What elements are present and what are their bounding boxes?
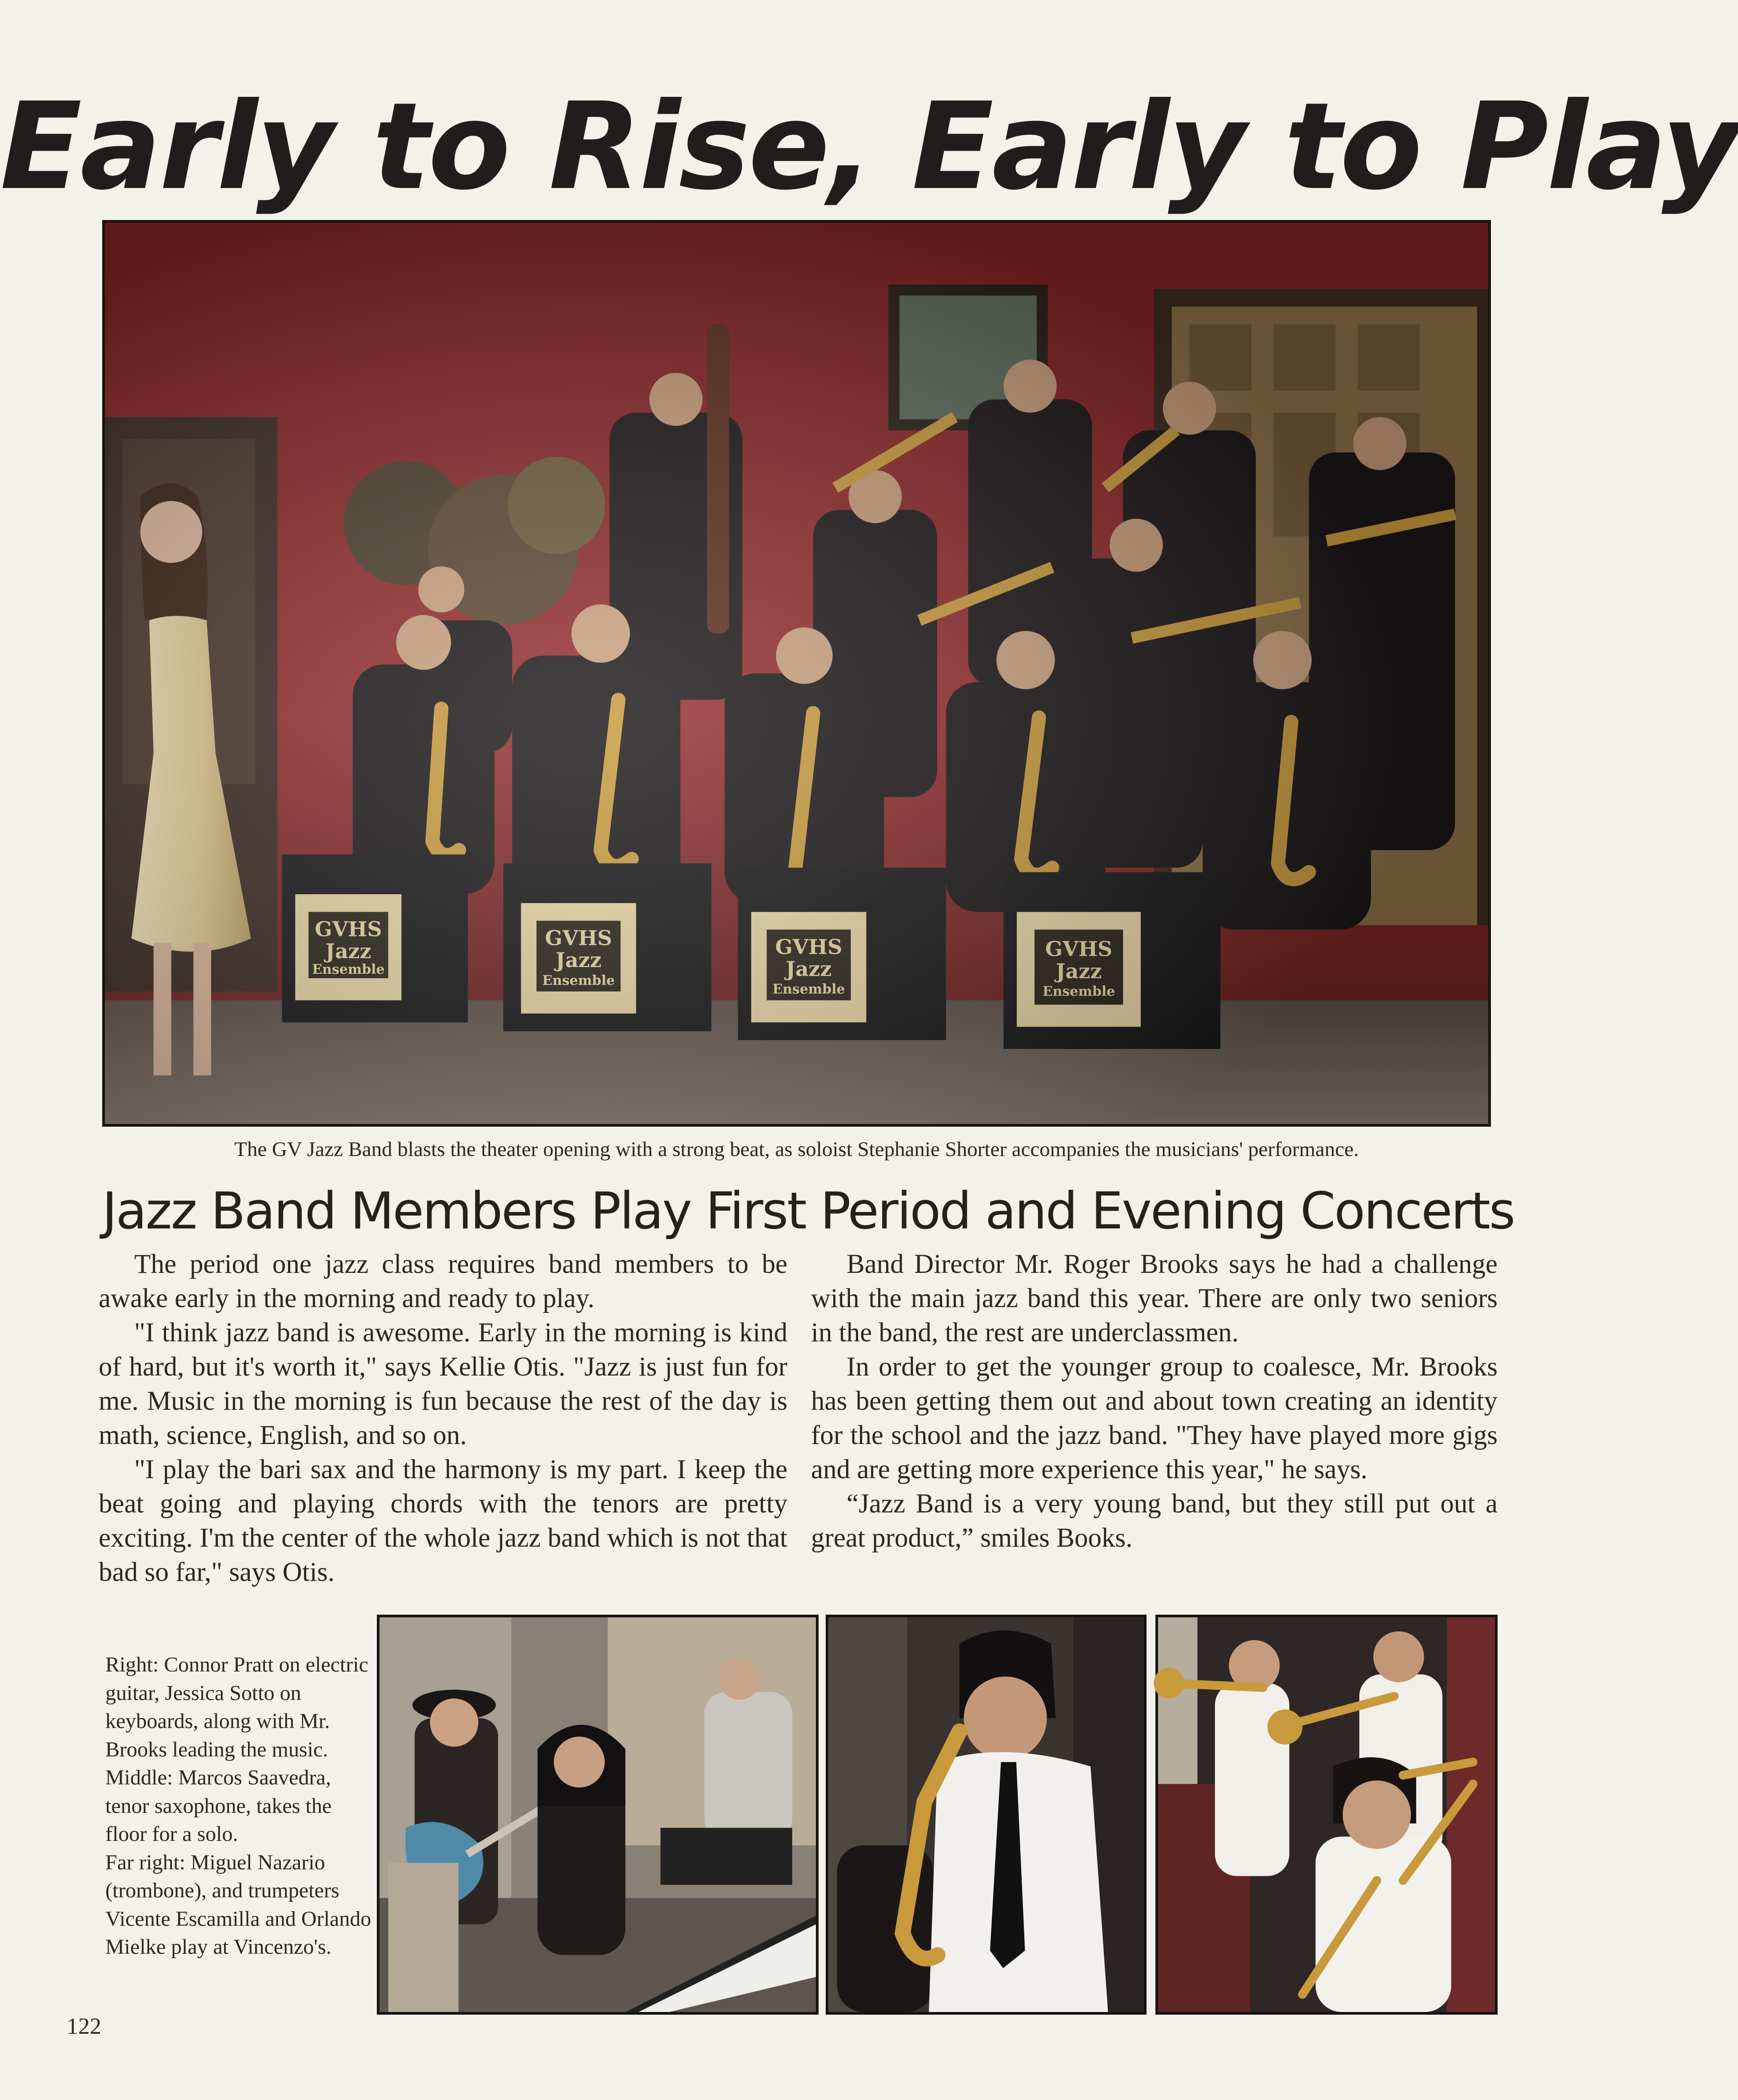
caption-far-right: Far right: Miguel Nazario (trombone), and trumpeters Vicente Escamilla and Orlando Mielke play at Vincenzo's. [105,1850,372,1959]
caption-middle: Middle: Marcos Saavedra, tenor saxophone, takes the floor for a solo. [105,1766,332,1846]
page-number: 122 [67,2014,101,2039]
article-left-column [99,1247,787,1589]
article-paragraph: “Jazz Band is a very young band, but they still put out a great product,” smiles Books. [811,1489,1498,1553]
saxophone-solo-photo [826,1615,1147,2015]
caption-right: Right: Connor Pratt on electric guitar, Jessica Sotto on keyboards, along with Mr. Brooks leading the music. [105,1653,368,1761]
guitar-keyboard-photo [377,1615,819,2015]
page-title: Early to Rise, Early to Play [0,76,1738,216]
trombone-trumpet-photo [1155,1615,1498,2015]
side-photo-caption [105,1651,372,1961]
article-paragraph: Band Director Mr. Roger Brooks says he had a challenge with the main jazz band this year. There are only two seniors in the band, the rest are underclassmen. [811,1249,1498,1348]
article-right-column [811,1247,1498,1555]
article-heading: Jazz Band Members Play First Period and Evening Concerts [102,1181,1514,1240]
jazz-band-stage-photo [102,220,1491,1127]
article-paragraph: "I play the bari sax and the harmony is my part. I keep the beat going and playing chords with the tenors are pretty exciting. I'm the center of the whole jazz band which is not that bad so far," says Otis. [99,1455,787,1587]
article-paragraph: The period one jazz class requires band members to be awake early in the morning and ready to play. [99,1249,787,1313]
article-paragraph: "I think jazz band is awesome. Early in the morning is kind of hard, but it's worth it," says Kellie Otis. "Jazz is just fun for me. Music in the morning is fun because the rest of the day is math, science, English, and so on. [99,1318,787,1450]
main-photo-caption: The GV Jazz Band blasts the theater opening with a strong beat, as soloist Stephanie Shorter accompanies the musicians' performance. [234,1138,1359,1161]
article-paragraph: In order to get the younger group to coalesce, Mr. Brooks has been getting them out and about town creating an identity for the school and the jazz band. "They have played more gigs and are getting more experience this year," he says. [811,1352,1498,1484]
